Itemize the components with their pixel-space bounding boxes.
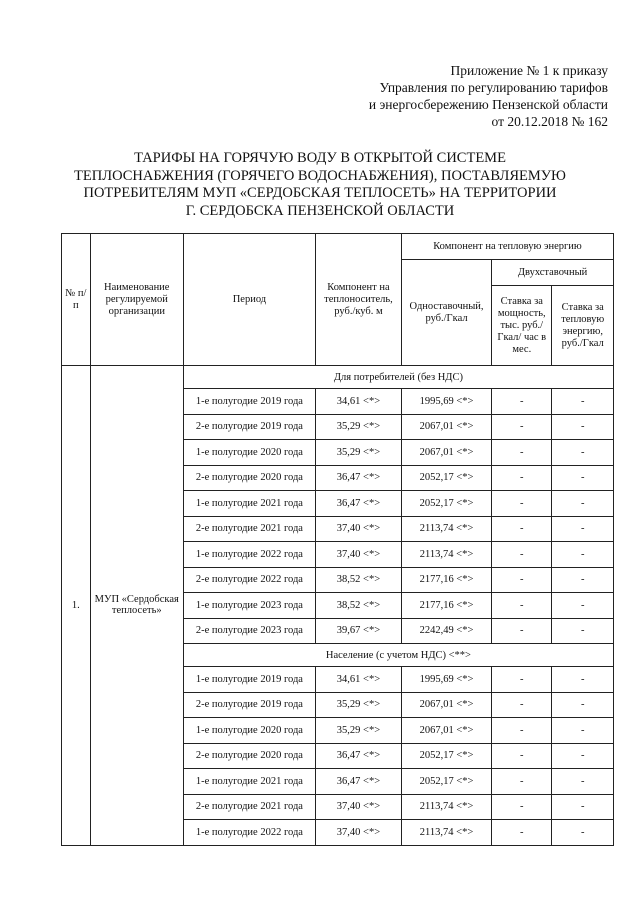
period-cell: 1-е полугодие 2021 года xyxy=(183,491,315,517)
one-rate-cell: 2052,17 <*> xyxy=(401,743,491,769)
carrier-cell: 37,40 <*> xyxy=(315,542,401,568)
energy-rate-cell: - xyxy=(552,667,614,693)
period-cell: 1-е полугодие 2022 года xyxy=(183,542,315,568)
power-rate-cell: - xyxy=(492,667,552,693)
power-rate-cell: - xyxy=(492,414,552,440)
period-cell: 1-е полугодие 2022 года xyxy=(183,820,315,846)
title-line: Г. СЕРДОБСКА ПЕНЗЕНСКОЙ ОБЛАСТИ xyxy=(185,202,455,219)
power-rate-cell: - xyxy=(492,516,552,542)
appendix-line: Приложение № 1 к приказу xyxy=(450,63,608,78)
title-line: ПОТРЕБИТЕЛЯМ МУП «СЕРДОБСКАЯ ТЕПЛОСЕТЬ» НА ТЕРРИТОРИИ xyxy=(83,185,557,201)
power-rate-cell: - xyxy=(492,769,552,795)
carrier-cell: 36,47 <*> xyxy=(315,465,401,491)
power-rate-cell: - xyxy=(492,491,552,517)
energy-rate-cell: - xyxy=(552,743,614,769)
power-rate-cell: - xyxy=(492,542,552,568)
header-two-rate: Двухставочный xyxy=(492,260,614,286)
energy-rate-cell: - xyxy=(552,692,614,718)
one-rate-cell: 2113,74 <*> xyxy=(401,794,491,820)
power-rate-cell: - xyxy=(492,440,552,466)
section-label: Население (с учетом НДС) <**> xyxy=(183,644,613,667)
period-cell: 1-е полугодие 2019 года xyxy=(183,667,315,693)
power-rate-cell: - xyxy=(492,743,552,769)
energy-rate-cell: - xyxy=(552,794,614,820)
one-rate-cell: 2177,16 <*> xyxy=(401,593,491,619)
period-cell: 2-е полугодие 2022 года xyxy=(183,567,315,593)
section-row xyxy=(62,366,614,389)
power-rate-cell: - xyxy=(492,389,552,415)
row-number: 1. xyxy=(62,366,91,846)
appendix-line: от 20.12.2018 № 162 xyxy=(491,114,608,129)
one-rate-cell: 2052,17 <*> xyxy=(401,769,491,795)
appendix-reference xyxy=(369,62,608,130)
one-rate-cell: 2067,01 <*> xyxy=(401,440,491,466)
energy-rate-cell: - xyxy=(552,516,614,542)
period-cell: 2-е полугодие 2019 года xyxy=(183,692,315,718)
energy-rate-cell: - xyxy=(552,593,614,619)
carrier-cell: 35,29 <*> xyxy=(315,718,401,744)
one-rate-cell: 1995,69 <*> xyxy=(401,389,491,415)
energy-rate-cell: - xyxy=(552,618,614,644)
one-rate-cell: 2052,17 <*> xyxy=(401,465,491,491)
period-cell: 2-е полугодие 2021 года xyxy=(183,794,315,820)
title-line: ТАРИФЫ НА ГОРЯЧУЮ ВОДУ В ОТКРЫТОЙ СИСТЕМЕ xyxy=(134,150,506,166)
energy-rate-cell: - xyxy=(552,440,614,466)
period-cell: 2-е полугодие 2019 года xyxy=(183,414,315,440)
period-cell: 1-е полугодие 2020 года xyxy=(183,440,315,466)
energy-rate-cell: - xyxy=(552,542,614,568)
energy-rate-cell: - xyxy=(552,389,614,415)
appendix-line: и энергосбережению Пензенской области xyxy=(368,97,608,112)
carrier-cell: 36,47 <*> xyxy=(315,769,401,795)
carrier-cell: 35,29 <*> xyxy=(315,692,401,718)
carrier-cell: 37,40 <*> xyxy=(315,820,401,846)
carrier-cell: 37,40 <*> xyxy=(315,794,401,820)
header-energy-rate: Ставка за тепловую энергию, руб./Гкал xyxy=(552,286,614,366)
header-row xyxy=(62,234,614,260)
header-org: Наименование регулируемой организации xyxy=(90,234,183,366)
header-one-rate: Одноставочный, руб./Гкал xyxy=(401,260,491,366)
header-carrier: Компонент на теплоноситель, руб./куб. м xyxy=(315,234,401,366)
carrier-cell: 36,47 <*> xyxy=(315,491,401,517)
energy-rate-cell: - xyxy=(552,465,614,491)
carrier-cell: 34,61 <*> xyxy=(315,389,401,415)
period-cell: 2-е полугодие 2020 года xyxy=(183,465,315,491)
one-rate-cell: 2067,01 <*> xyxy=(401,414,491,440)
power-rate-cell: - xyxy=(492,618,552,644)
appendix-line: Управления по регулированию тарифов xyxy=(379,80,608,95)
tariff-table xyxy=(61,233,614,846)
energy-rate-cell: - xyxy=(552,491,614,517)
header-num: № п/п xyxy=(62,234,91,366)
period-cell: 2-е полугодие 2023 года xyxy=(183,618,315,644)
period-cell: 2-е полугодие 2020 года xyxy=(183,743,315,769)
energy-rate-cell: - xyxy=(552,414,614,440)
period-cell: 1-е полугодие 2021 года xyxy=(183,769,315,795)
power-rate-cell: - xyxy=(492,567,552,593)
section-label: Для потребителей (без НДС) xyxy=(183,366,613,389)
energy-rate-cell: - xyxy=(552,820,614,846)
period-cell: 2-е полугодие 2021 года xyxy=(183,516,315,542)
one-rate-cell: 2113,74 <*> xyxy=(401,542,491,568)
one-rate-cell: 2052,17 <*> xyxy=(401,491,491,517)
power-rate-cell: - xyxy=(492,794,552,820)
carrier-cell: 38,52 <*> xyxy=(315,567,401,593)
document-title xyxy=(40,150,600,220)
power-rate-cell: - xyxy=(492,593,552,619)
energy-rate-cell: - xyxy=(552,718,614,744)
one-rate-cell: 2177,16 <*> xyxy=(401,567,491,593)
title-line: ТЕПЛОСНАБЖЕНИЯ (ГОРЯЧЕГО ВОДОСНАБЖЕНИЯ), ПОСТАВЛЯЕМУЮ xyxy=(74,167,566,184)
header-energy-group: Компонент на тепловую энергию xyxy=(401,234,613,260)
power-rate-cell: - xyxy=(492,692,552,718)
power-rate-cell: - xyxy=(492,820,552,846)
energy-rate-cell: - xyxy=(552,769,614,795)
carrier-cell: 39,67 <*> xyxy=(315,618,401,644)
organization-name: МУП «Сердобская теплосеть» xyxy=(90,366,183,846)
period-cell: 1-е полугодие 2023 года xyxy=(183,593,315,619)
one-rate-cell: 2067,01 <*> xyxy=(401,718,491,744)
header-period: Период xyxy=(183,234,315,366)
period-cell: 1-е полугодие 2019 года xyxy=(183,389,315,415)
carrier-cell: 36,47 <*> xyxy=(315,743,401,769)
one-rate-cell: 1995,69 <*> xyxy=(401,667,491,693)
carrier-cell: 35,29 <*> xyxy=(315,414,401,440)
carrier-cell: 35,29 <*> xyxy=(315,440,401,466)
header-power-rate: Ставка за мощность, тыс. руб./Гкал/ час в мес. xyxy=(492,286,552,366)
carrier-cell: 38,52 <*> xyxy=(315,593,401,619)
carrier-cell: 34,61 <*> xyxy=(315,667,401,693)
one-rate-cell: 2113,74 <*> xyxy=(401,820,491,846)
one-rate-cell: 2113,74 <*> xyxy=(401,516,491,542)
carrier-cell: 37,40 <*> xyxy=(315,516,401,542)
one-rate-cell: 2242,49 <*> xyxy=(401,618,491,644)
period-cell: 1-е полугодие 2020 года xyxy=(183,718,315,744)
power-rate-cell: - xyxy=(492,718,552,744)
energy-rate-cell: - xyxy=(552,567,614,593)
power-rate-cell: - xyxy=(492,465,552,491)
one-rate-cell: 2067,01 <*> xyxy=(401,692,491,718)
